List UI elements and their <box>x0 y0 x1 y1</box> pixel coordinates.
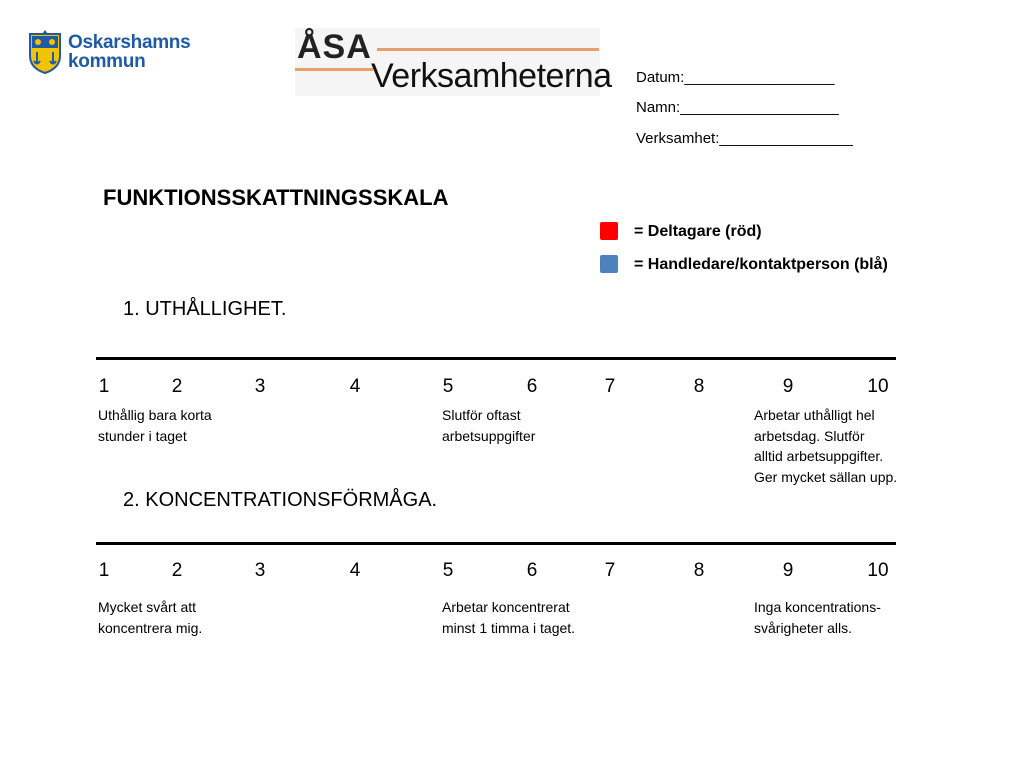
oskarshamn-kommun-logo <box>28 28 198 78</box>
scale-value-10[interactable]: 10 <box>867 376 889 397</box>
scale-value-2[interactable]: 2 <box>171 560 183 581</box>
scale-value-5[interactable]: 5 <box>442 376 454 397</box>
scale-desc-high: Inga koncentrations- svårigheter alls. <box>754 599 881 636</box>
scale-heading-endurance: 1. UTHÅLLIGHET. <box>123 298 287 320</box>
asa-verksamheterna-logo <box>295 28 612 96</box>
scale-heading-concentration: 2. KONCENTRATIONSFÖRMÅGA. <box>123 489 438 511</box>
legend-swatch-supervisor <box>600 255 618 273</box>
scale-value-6[interactable]: 6 <box>526 376 538 397</box>
scale-value-3[interactable]: 3 <box>254 376 266 397</box>
scale-desc-mid: Arbetar koncentrerat minst 1 timma i taget. <box>442 599 576 636</box>
scale-desc-high: Arbetar uthålligt hel arbetsdag. Slutför alltid arbetsuppgifter. Ger mycket sällan upp. <box>754 407 898 485</box>
scale-desc-low: Mycket svårt att koncentrera mig. <box>98 599 203 636</box>
scale-line-concentration[interactable] <box>96 542 896 545</box>
logo-accent-line <box>295 68 373 71</box>
scale-value-7[interactable]: 7 <box>604 560 616 581</box>
scale-desc-low: Uthållig bara korta stunder i taget <box>98 407 212 444</box>
verksamheterna-logo-text: Verksamheterna <box>371 57 612 95</box>
scale-value-1[interactable]: 1 <box>98 560 110 581</box>
legend-label-supervisor: = Handledare/kontaktperson (blå) <box>634 256 888 273</box>
scale-value-9[interactable]: 9 <box>782 376 794 397</box>
legend-swatch-participant <box>600 222 618 240</box>
scale-desc-mid: Slutför oftast arbetsuppgifter <box>442 407 536 444</box>
date-field[interactable]: Datum:__________________ <box>636 69 835 86</box>
scale-value-4[interactable]: 4 <box>349 560 361 581</box>
operation-field[interactable]: Verksamhet:________________ <box>636 130 853 147</box>
scale-value-10[interactable]: 10 <box>867 560 889 581</box>
scale-value-8[interactable]: 8 <box>693 376 705 397</box>
scale-value-5[interactable]: 5 <box>442 560 454 581</box>
municipality-name: Oskarshamns kommun <box>68 32 191 72</box>
scale-line-endurance[interactable] <box>96 357 896 360</box>
name-field[interactable]: Namn:___________________ <box>636 99 839 116</box>
page-title: FUNKTIONSSKATTNINGSSKALA <box>103 185 449 210</box>
scale-value-1[interactable]: 1 <box>98 376 110 397</box>
scale-value-3[interactable]: 3 <box>254 560 266 581</box>
coat-of-arms-icon <box>28 28 62 74</box>
scale-value-9[interactable]: 9 <box>782 560 794 581</box>
asa-logo-text: ÅSA <box>297 28 372 66</box>
scale-value-6[interactable]: 6 <box>526 560 538 581</box>
scale-value-7[interactable]: 7 <box>604 376 616 397</box>
logo-accent-line <box>377 48 599 51</box>
scale-value-8[interactable]: 8 <box>693 560 705 581</box>
scale-value-2[interactable]: 2 <box>171 376 183 397</box>
scale-value-4[interactable]: 4 <box>349 376 361 397</box>
legend-label-participant: = Deltagare (röd) <box>634 223 762 240</box>
